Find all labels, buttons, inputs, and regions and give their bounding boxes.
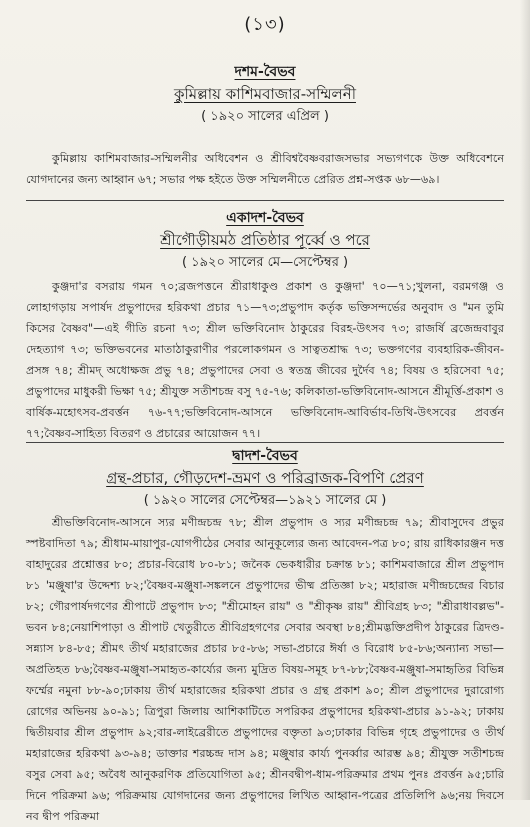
section-10-heading [0, 62, 530, 128]
section-body: শ্রীভক্তিবিনোদ-আসনে স্যর মণীন্দ্রচন্দ্র ৭৮; শ্রীল প্রভুপাদ ও স্যর মণীন্দ্রচন্দ্র ৭৯; শ্রীবাসুদেব প্রভুর স্পষ্টবাদিতা ৭৯; শ্রীধাম-মায়াপুর-যোগপীঠের সেবার আনুকূল্যের জন্য আবেদন-পত্র ৮০; রায় রাধিকারঞ্জন দত্ত বাহাদুরের প্রশ্নোত্তর ৮০; প্রচার-বিরোধ ৮০-৮১; জনৈক ভেকধারীর চক্রান্ত ৮১; কাশিমবাজারে শ্রীল প্রভুপাদ ৮১ 'মঞ্জুষা'র উদ্দেশ্য ৮২;'বৈষ্ণব-মঞ্জুষা-সঙ্কলনে প্রভুপাদের ভীষ্ম প্রতিজ্ঞা ৮২; মহারাজ মণীন্দ্রচন্দ্রের বিচার ৮২; গৌরপার্ষদগণের শ্রীপাটে প্রভুপাদ ৮৩; "শ্রীমোহন রায়" ও "শ্রীকৃষ্ণ রায়" শ্রীবিগ্রহ ৮৩; "শ্রীরাধাবল্লভ"-ভবন ৮৪;নেয়াশিপাড়া ও শ্রীপাট খেতুরীতে শ্রীবিগ্রহগণের সেবার অবস্থা ৮৪;শ্রীমদ্ভক্তিপ্রদীপ ঠাকুরের ত্রিদণ্ড-সন্ন্যাস ৮৪-৮৫; শ্রীমৎ তীর্থ মহারাজের প্রচার ৮৫-৮৬; সভা-প্রচারে ঈর্ষা ও বিরোধ ৮৫-৮৬;অন্যান্য সভা—অপ্রতিহত ৮৬;বৈষ্ণব-মঞ্জুষা-সমাহৃত-কার্য্যের জন্য মুদ্রিত বিষয়-সমূহ ৮৭-৮৮;বৈষ্ণব-মঞ্জুষা-সমাহৃতির বিভিন্ন ফর্ম্মের নমুনা ৮৮-৯০;ঢাকায় তীর্থ মহারাজের হরিকথা প্রচার ও গ্রন্থ প্রকাশ ৯০; শ্রীল প্রভুপাদের দুরারোগ্য রোগের অভিনয় ৯০-৯১; ত্রিপুরা জিলায় আশিকাটিতে সপরিকর প্রভুপাদের হরিকথা-প্রচার ৯১-৯২; ঢাকায় দ্বিতীয়বার শ্রীল প্রভুপাদ ৯২;বার-লাইব্রেরীতে প্রভুপাদের বক্তৃতা ৯৩;ঢাকার বিভিন্ন গৃহে প্রভুপাদের ও তীর্থ মহারাজের হরিকথা ৯৩-৯৪; ডাক্তার শরচ্চন্দ্র দাস ৯৪; মঞ্জুষার কার্য্য পুনর্ব্বার আরম্ভ ৯৪; শ্রীযুক্ত সতীশচন্দ্র বসুর সেবা ৯৫; অবৈধ আনুকরণিক প্রতিযোগিতা ৯৫; শ্রীনবদ্বীপ-ধাম-পরিক্রমার প্রথম পুনঃ প্রবর্ত্তন ৯৫;চারি দিনে পরিক্রমা ৯৬; পরিক্রমায় যোগদানের জন্য প্রভুপাদের লিখিত আহ্বান-পত্রের প্রতিলিপি ৯৬;নয় দিবসে নব দ্বীপ পরিক্রমা [26, 516, 504, 823]
page-gutter-shadow [520, 0, 530, 800]
section-title: গ্রন্থ-প্রচার, গৌড়দেশ-ভ্রমণ ও পরিব্রাজক-বিপণি প্রেরণ [106, 469, 424, 487]
section-divider [26, 200, 504, 201]
section-label: দ্বাদশ-বৈভব [232, 448, 298, 464]
section-12-heading [0, 446, 530, 512]
section-date: ( ১৯২০ সালের এপ্রিল ) [201, 109, 329, 124]
section-label: দশম-বৈভব [234, 64, 296, 80]
section-divider [26, 442, 504, 443]
section-date: ( ১৯২০ সালের সেপ্টেম্বর—১৯২১ সালের মে ) [143, 493, 387, 508]
section-body: কুঞ্জদা'র বসরায় গমন ৭০;ব্রজপত্তনে শ্রীরাধাকুণ্ড প্রকাশ ও কুঞ্জদা' ৭০—৭১;খুলনা, বরমগঞ্জ ও লোহাগড়ায় সপার্ষদ প্রভুপাদের হরিকথা প্রচার ৭১—৭৩;প্রভুপাদ কর্তৃক ভক্তিসন্দর্ভের অনুবাদ ও "মন তুমি কিসের বৈষ্ণব"—এই গীতি রচনা ৭৩; শ্রীল ভক্তিবিনোদ ঠাকুরের বিরহ-উৎসব ৭৩; রাজর্ষি ব্রজেন্দ্রবাবুর দেহত্যাগ ৭৩; ভক্তিভবনের মাতাঠাকুরাণীর পরলোকগমন ও সাত্বতশ্রাদ্ধ ৭৩; ভক্তগণের ব্যবহারিক-জীবন-প্রসঙ্গ ৭৪; শ্রীমদ্ অধোক্ষজ প্রভু ৭৪; প্রভুপাদের সেবা ও স্বতন্ত্র জীবের দুর্দৈব ৭৪; বিষয় ও হরিসেবা ৭৫; প্রভুপাদের মাধুকরী ভিক্ষা ৭৫; শ্রীযুক্ত সতীশচন্দ্র বসু ৭৫-৭৬; কলিকাতা-ভক্তিবিনোদ-আসনে শ্রীমূর্ত্তি-প্রকাশ ও বার্ষিক-মহোৎসব-প্রবর্ত্তন ৭৬-৭৭;ভক্তিবিনোদ-আসনে ভক্তিবিনোদ-আবির্ভাব-তিথি-উৎসবের প্রবর্ত্তন ৭৭;বৈষ্ণব-সাহিত্য বিতরণ ও প্রচারের আয়োজন ৭৭। [26, 280, 504, 440]
section-body: কুমিল্লায় কাশিমবাজার-সম্মিলনীর অধিবেশন ও শ্রীবিশ্ববৈষ্ণবরাজসভার সভ্যগণকে উক্ত অধিবেশনে যোগদানের জন্য আহ্বান ৬৭; সভার পক্ষ হইতে উক্ত সম্মিলনীতে প্রেরিত প্রশ্ন-সপ্তক ৬৮—৬৯। [26, 152, 504, 186]
section-label: একাদশ-বৈভব [226, 210, 304, 226]
section-title: কুমিল্লায় কাশিমবাজার-সম্মিলনী [174, 85, 356, 103]
section-date: ( ১৯২০ সালের মে—সেপ্টেম্বর ) [181, 255, 349, 270]
page-number: (১৩) [244, 14, 286, 35]
section-11-heading [0, 208, 530, 274]
section-title: শ্রীগৌড়ীয়মঠ প্রতিষ্ঠার পূর্ব্বে ও পরে [160, 231, 370, 249]
